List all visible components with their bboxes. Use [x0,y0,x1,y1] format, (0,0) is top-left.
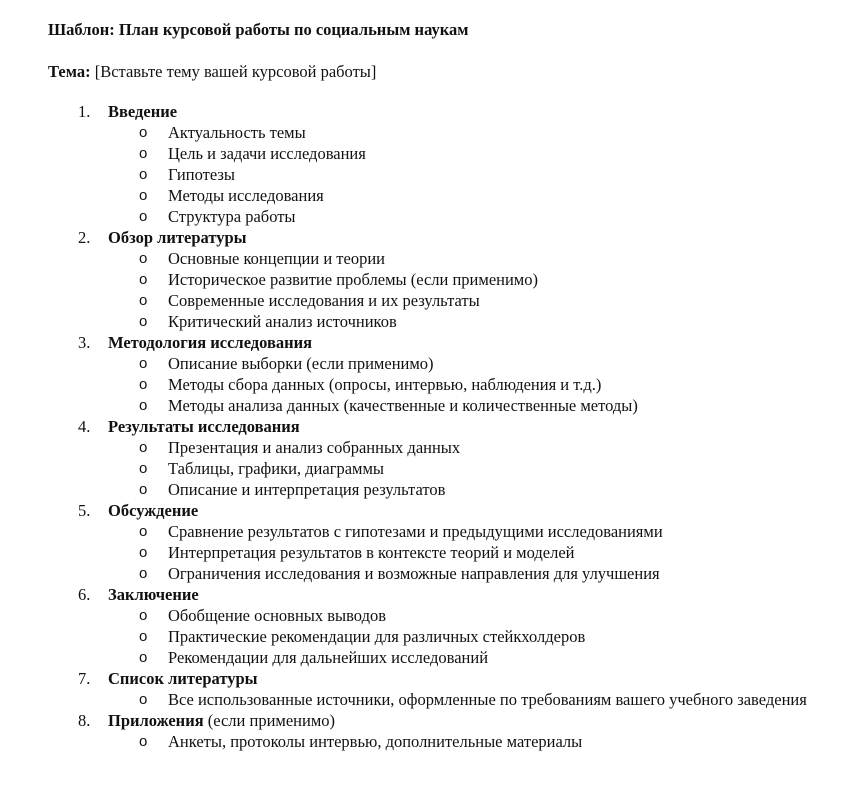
list-item [48,626,808,647]
section-number: 5. [78,501,91,520]
list-item [48,542,808,563]
section-heading [48,584,828,605]
list-item [48,164,808,185]
list-item-text: Практические рекомендации для различных стейкхолдеров [168,627,586,646]
section-subitems [48,122,828,227]
bullet-circle-icon: o [139,355,148,372]
list-item [48,605,808,626]
list-item [48,374,808,395]
section-heading [48,332,828,353]
outline-section [48,416,828,500]
outline-section [48,332,828,416]
bullet-circle-icon: o [139,565,148,582]
list-item-text: Все использованные источники, оформленные по требованиям вашего учебного заведения [168,690,807,709]
list-item [48,311,808,332]
list-item [48,731,808,752]
bullet-circle-icon: o [139,649,148,666]
list-item [48,395,808,416]
outline-section [48,500,828,584]
topic-label: Тема: [48,62,91,81]
list-item-text: Гипотезы [168,165,235,184]
section-subitems [48,605,828,668]
bullet-circle-icon: o [139,187,148,204]
list-item [48,185,808,206]
section-heading [48,101,828,122]
list-item [48,269,808,290]
bullet-circle-icon: o [139,460,148,477]
topic-value: [Вставьте тему вашей курсовой работы] [94,62,377,81]
section-subitems [48,731,828,752]
list-item [48,290,808,311]
section-number: 6. [78,585,91,604]
list-item-text: Обобщение основных выводов [168,606,387,625]
topic-line [48,61,828,82]
section-heading [48,227,828,248]
list-item [48,458,808,479]
list-item-text: Основные концепции и теории [168,249,385,268]
list-item-text: Рекомендации для дальнейших исследований [168,648,489,667]
list-item [48,521,808,542]
section-subitems [48,689,828,710]
outline-section [48,101,828,227]
list-item-text: Презентация и анализ собранных данных [168,438,461,457]
document [48,19,828,752]
section-title: Введение [108,102,178,121]
list-item [48,248,808,269]
list-item-text: Историческое развитие проблемы (если применимо) [168,270,538,289]
section-title: Заключение [108,585,199,604]
section-number: 7. [78,669,91,688]
bullet-circle-icon: o [139,607,148,624]
section-number: 1. [78,102,91,121]
bullet-circle-icon: o [139,544,148,561]
bullet-circle-icon: o [139,124,148,141]
list-item-text: Методы исследования [168,186,324,205]
list-item-text: Методы сбора данных (опросы, интервью, наблюдения и т.д.) [168,375,602,394]
section-subitems [48,353,828,416]
section-title: Методология исследования [108,333,313,352]
bullet-circle-icon: o [139,523,148,540]
bullet-circle-icon: o [139,376,148,393]
outline-section [48,584,828,668]
list-item-text: Сравнение результатов с гипотезами и предыдущими исследованиями [168,522,663,541]
section-heading [48,668,828,689]
bullet-circle-icon: o [139,397,148,414]
list-item-text: Современные исследования и их результаты [168,291,480,310]
section-title: Обсуждение [108,501,199,520]
section-heading [48,710,828,731]
bullet-circle-icon: o [139,271,148,288]
list-item [48,206,808,227]
bullet-circle-icon: o [139,313,148,330]
list-item [48,143,808,164]
bullet-circle-icon: o [139,145,148,162]
list-item-text: Ограничения исследования и возможные направления для улучшения [168,564,660,583]
bullet-circle-icon: o [139,166,148,183]
list-item-text: Таблицы, графики, диаграммы [168,459,385,478]
list-item-text: Критический анализ источников [168,312,397,331]
list-item-text: Методы анализа данных (качественные и количественные методы) [168,396,638,415]
section-number: 2. [78,228,91,247]
section-number: 3. [78,333,91,352]
section-number: 8. [78,711,91,730]
section-heading [48,500,828,521]
bullet-circle-icon: o [139,733,148,750]
list-item [48,437,808,458]
bullet-circle-icon: o [139,481,148,498]
section-title: Результаты исследования [108,417,300,436]
document-title: Шаблон: План курсовой работы по социальным наукам [48,20,469,39]
section-subitems [48,521,828,584]
outline-section [48,710,828,752]
list-item [48,647,808,668]
outline-list [48,101,828,752]
list-item [48,479,808,500]
bullet-circle-icon: o [139,691,148,708]
bullet-circle-icon: o [139,250,148,267]
bullet-circle-icon: o [139,292,148,309]
section-heading [48,416,828,437]
section-title: Приложения [108,711,204,730]
list-item [48,353,808,374]
list-item [48,122,808,143]
bullet-circle-icon: o [139,208,148,225]
section-subitems [48,437,828,500]
list-item-text: Актуальность темы [168,123,306,142]
list-item-text: Цель и задачи исследования [168,144,366,163]
section-title: Обзор литературы [108,228,247,247]
list-item-text: Анкеты, протоколы интервью, дополнительные материалы [168,732,583,751]
outline-section [48,227,828,332]
section-number: 4. [78,417,91,436]
list-item [48,689,808,710]
list-item-text: Структура работы [168,207,296,226]
bullet-circle-icon: o [139,628,148,645]
list-item-text: Описание и интерпретация результатов [168,480,446,499]
outline-section [48,668,828,710]
section-note: (если применимо) [207,711,336,730]
list-item-text: Описание выборки (если применимо) [168,354,434,373]
list-item [48,563,808,584]
section-subitems [48,248,828,332]
bullet-circle-icon: o [139,439,148,456]
list-item-text: Интерпретация результатов в контексте теорий и моделей [168,543,575,562]
section-title: Список литературы [108,669,258,688]
